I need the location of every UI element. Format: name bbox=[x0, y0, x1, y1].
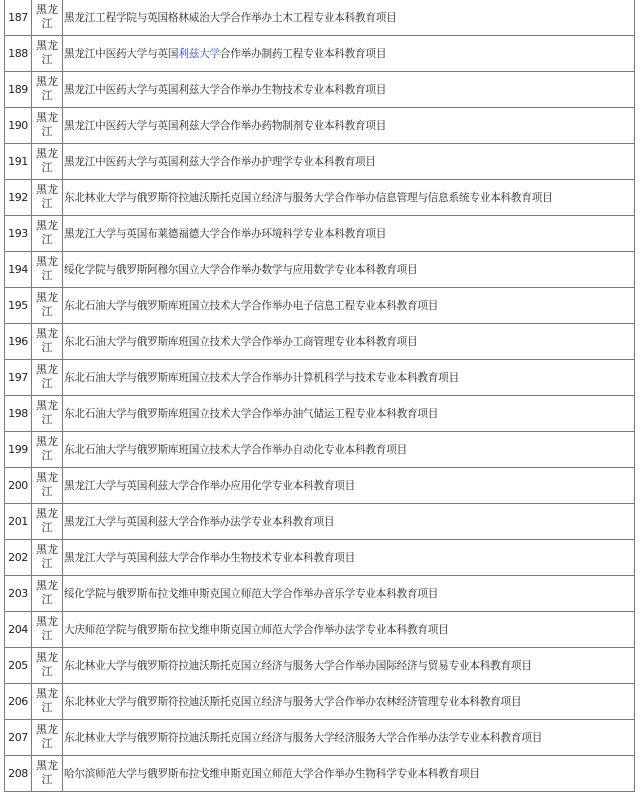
province-cell: 黑龙江 bbox=[32, 216, 63, 252]
province-cell: 黑龙江 bbox=[32, 288, 63, 324]
program-name-cell bbox=[63, 684, 635, 720]
program-name-text: 绥化学院与俄罗斯布拉戈维申斯克国立师范大学合作举办音乐学专业本科教育项目 bbox=[64, 588, 439, 600]
program-name-cell bbox=[63, 72, 635, 108]
row-number: 206 bbox=[5, 684, 32, 720]
program-name-text: 东北石油大学与俄罗斯库班国立技术大学合作举办电子信息工程专业本科教育项目 bbox=[64, 300, 439, 312]
table-row bbox=[5, 324, 635, 360]
table-row bbox=[5, 0, 635, 36]
province-cell: 黑龙江 bbox=[32, 144, 63, 180]
program-name-text: 黑龙江工程学院与英国格林威治大学合作举办土木工程专业本科教育项目 bbox=[64, 12, 397, 24]
province-cell: 黑龙江 bbox=[32, 180, 63, 216]
program-name-text: 东北林业大学与俄罗斯符拉迪沃斯托克国立经济与服务大学合作举办国际经济与贸易专业本科教育项目 bbox=[64, 660, 532, 672]
table-row bbox=[5, 180, 635, 216]
program-name-text: 黑龙江大学与英国布莱德福德大学合作举办环境科学专业本科教育项目 bbox=[64, 228, 387, 240]
province-cell: 黑龙江 bbox=[32, 252, 63, 288]
program-name-cell bbox=[63, 396, 635, 432]
row-number: 193 bbox=[5, 216, 32, 252]
row-number: 207 bbox=[5, 720, 32, 756]
row-number: 194 bbox=[5, 252, 32, 288]
program-name-cell bbox=[63, 504, 635, 540]
province-cell: 黑龙江 bbox=[32, 720, 63, 756]
row-number: 202 bbox=[5, 540, 32, 576]
table-row bbox=[5, 756, 635, 792]
program-name-text: 黑龙江大学与英国利兹大学合作举办生物技术专业本科教育项目 bbox=[64, 552, 356, 564]
program-name-cell bbox=[63, 144, 635, 180]
program-name-text: 东北石油大学与俄罗斯库班国立技术大学合作举办油气储运工程专业本科教育项目 bbox=[64, 408, 439, 420]
program-table-body bbox=[5, 0, 635, 792]
program-name-text: 东北石油大学与俄罗斯库班国立技术大学合作举办工商管理专业本科教育项目 bbox=[64, 336, 418, 348]
program-name-cell bbox=[63, 612, 635, 648]
row-number: 203 bbox=[5, 576, 32, 612]
program-name-cell bbox=[63, 252, 635, 288]
province-cell: 黑龙江 bbox=[32, 396, 63, 432]
province-cell: 黑龙江 bbox=[32, 432, 63, 468]
program-name-cell bbox=[63, 216, 635, 252]
table-row bbox=[5, 288, 635, 324]
program-name-cell bbox=[63, 324, 635, 360]
table-row bbox=[5, 684, 635, 720]
program-name-text: 黑龙江大学与英国利兹大学合作举办法学专业本科教育项目 bbox=[64, 516, 335, 528]
program-name-text: 哈尔滨师范大学与俄罗斯布拉戈维申斯克国立师范大学合作举办生物科学专业本科教育项目 bbox=[64, 768, 480, 780]
program-name-text: 东北石油大学与俄罗斯库班国立技术大学合作举办计算机科学与技术专业本科教育项目 bbox=[64, 372, 459, 384]
table-row bbox=[5, 108, 635, 144]
program-name-cell bbox=[63, 36, 635, 72]
table-row bbox=[5, 648, 635, 684]
province-cell: 黑龙江 bbox=[32, 756, 63, 792]
program-table bbox=[4, 0, 635, 792]
program-name-text: 黑龙江中医药大学与英国利兹大学合作举办护理学专业本科教育项目 bbox=[64, 156, 376, 168]
table-row bbox=[5, 396, 635, 432]
row-number: 198 bbox=[5, 396, 32, 432]
row-number: 199 bbox=[5, 432, 32, 468]
province-cell: 黑龙江 bbox=[32, 684, 63, 720]
province-cell: 黑龙江 bbox=[32, 108, 63, 144]
program-name-cell bbox=[63, 648, 635, 684]
row-number: 187 bbox=[5, 0, 32, 36]
table-row bbox=[5, 216, 635, 252]
province-cell: 黑龙江 bbox=[32, 36, 63, 72]
program-name-cell bbox=[63, 0, 635, 36]
province-cell: 黑龙江 bbox=[32, 468, 63, 504]
table-row bbox=[5, 360, 635, 396]
row-number: 192 bbox=[5, 180, 32, 216]
row-number: 195 bbox=[5, 288, 32, 324]
program-name-text: 东北石油大学与俄罗斯库班国立技术大学合作举办自动化专业本科教育项目 bbox=[64, 444, 407, 456]
row-number: 208 bbox=[5, 756, 32, 792]
row-number: 197 bbox=[5, 360, 32, 396]
province-cell: 黑龙江 bbox=[32, 504, 63, 540]
university-link[interactable]: 利兹大学 bbox=[178, 48, 220, 60]
row-number: 188 bbox=[5, 36, 32, 72]
row-number: 189 bbox=[5, 72, 32, 108]
table-row bbox=[5, 540, 635, 576]
table-row bbox=[5, 504, 635, 540]
province-cell: 黑龙江 bbox=[32, 576, 63, 612]
program-table-container bbox=[4, 0, 635, 792]
table-row bbox=[5, 720, 635, 756]
program-name-cell bbox=[63, 432, 635, 468]
program-name-cell bbox=[63, 756, 635, 792]
table-row bbox=[5, 36, 635, 72]
row-number: 200 bbox=[5, 468, 32, 504]
program-name-cell bbox=[63, 108, 635, 144]
table-row bbox=[5, 576, 635, 612]
program-name-cell bbox=[63, 360, 635, 396]
table-row bbox=[5, 144, 635, 180]
province-cell: 黑龙江 bbox=[32, 360, 63, 396]
row-number: 190 bbox=[5, 108, 32, 144]
program-name-text-tail: 合作举办制药工程专业本科教育项目 bbox=[219, 48, 387, 60]
row-number: 205 bbox=[5, 648, 32, 684]
program-name-text: 绥化学院与俄罗斯阿穆尔国立大学合作举办数学与应用数学专业本科教育项目 bbox=[64, 264, 418, 276]
program-name-cell bbox=[63, 180, 635, 216]
program-name-text: 东北林业大学与俄罗斯符拉迪沃斯托克国立经济与服务大学经济服务大学合作举办法学专业本科教育项目 bbox=[64, 732, 543, 744]
row-number: 204 bbox=[5, 612, 32, 648]
program-name-text: 黑龙江中医药大学与英国 bbox=[64, 48, 179, 60]
table-row bbox=[5, 612, 635, 648]
table-row bbox=[5, 252, 635, 288]
program-name-cell bbox=[63, 720, 635, 756]
table-row bbox=[5, 432, 635, 468]
table-row bbox=[5, 72, 635, 108]
province-cell: 黑龙江 bbox=[32, 648, 63, 684]
program-name-cell bbox=[63, 540, 635, 576]
province-cell: 黑龙江 bbox=[32, 612, 63, 648]
program-name-text: 黑龙江大学与英国利兹大学合作举办应用化学专业本科教育项目 bbox=[64, 480, 356, 492]
row-number: 191 bbox=[5, 144, 32, 180]
program-name-cell bbox=[63, 468, 635, 504]
program-name-text: 黑龙江中医药大学与英国利兹大学合作举办药物制剂专业本科教育项目 bbox=[64, 120, 387, 132]
program-name-cell bbox=[63, 576, 635, 612]
table-row bbox=[5, 468, 635, 504]
program-name-text: 东北林业大学与俄罗斯符拉迪沃斯托克国立经济与服务大学合作举办农林经济管理专业本科教育项目 bbox=[64, 696, 522, 708]
row-number: 196 bbox=[5, 324, 32, 360]
province-cell: 黑龙江 bbox=[32, 72, 63, 108]
province-cell: 黑龙江 bbox=[32, 0, 63, 36]
province-cell: 黑龙江 bbox=[32, 324, 63, 360]
program-name-text: 大庆师范学院与俄罗斯布拉戈维申斯克国立师范大学合作举办法学专业本科教育项目 bbox=[64, 624, 449, 636]
province-cell: 黑龙江 bbox=[32, 540, 63, 576]
row-number: 201 bbox=[5, 504, 32, 540]
program-name-text: 东北林业大学与俄罗斯符拉迪沃斯托克国立经济与服务大学合作举办信息管理与信息系统专业本科教育项目 bbox=[64, 192, 553, 204]
program-name-text: 黑龙江中医药大学与英国利兹大学合作举办生物技术专业本科教育项目 bbox=[64, 84, 387, 96]
program-name-cell bbox=[63, 288, 635, 324]
